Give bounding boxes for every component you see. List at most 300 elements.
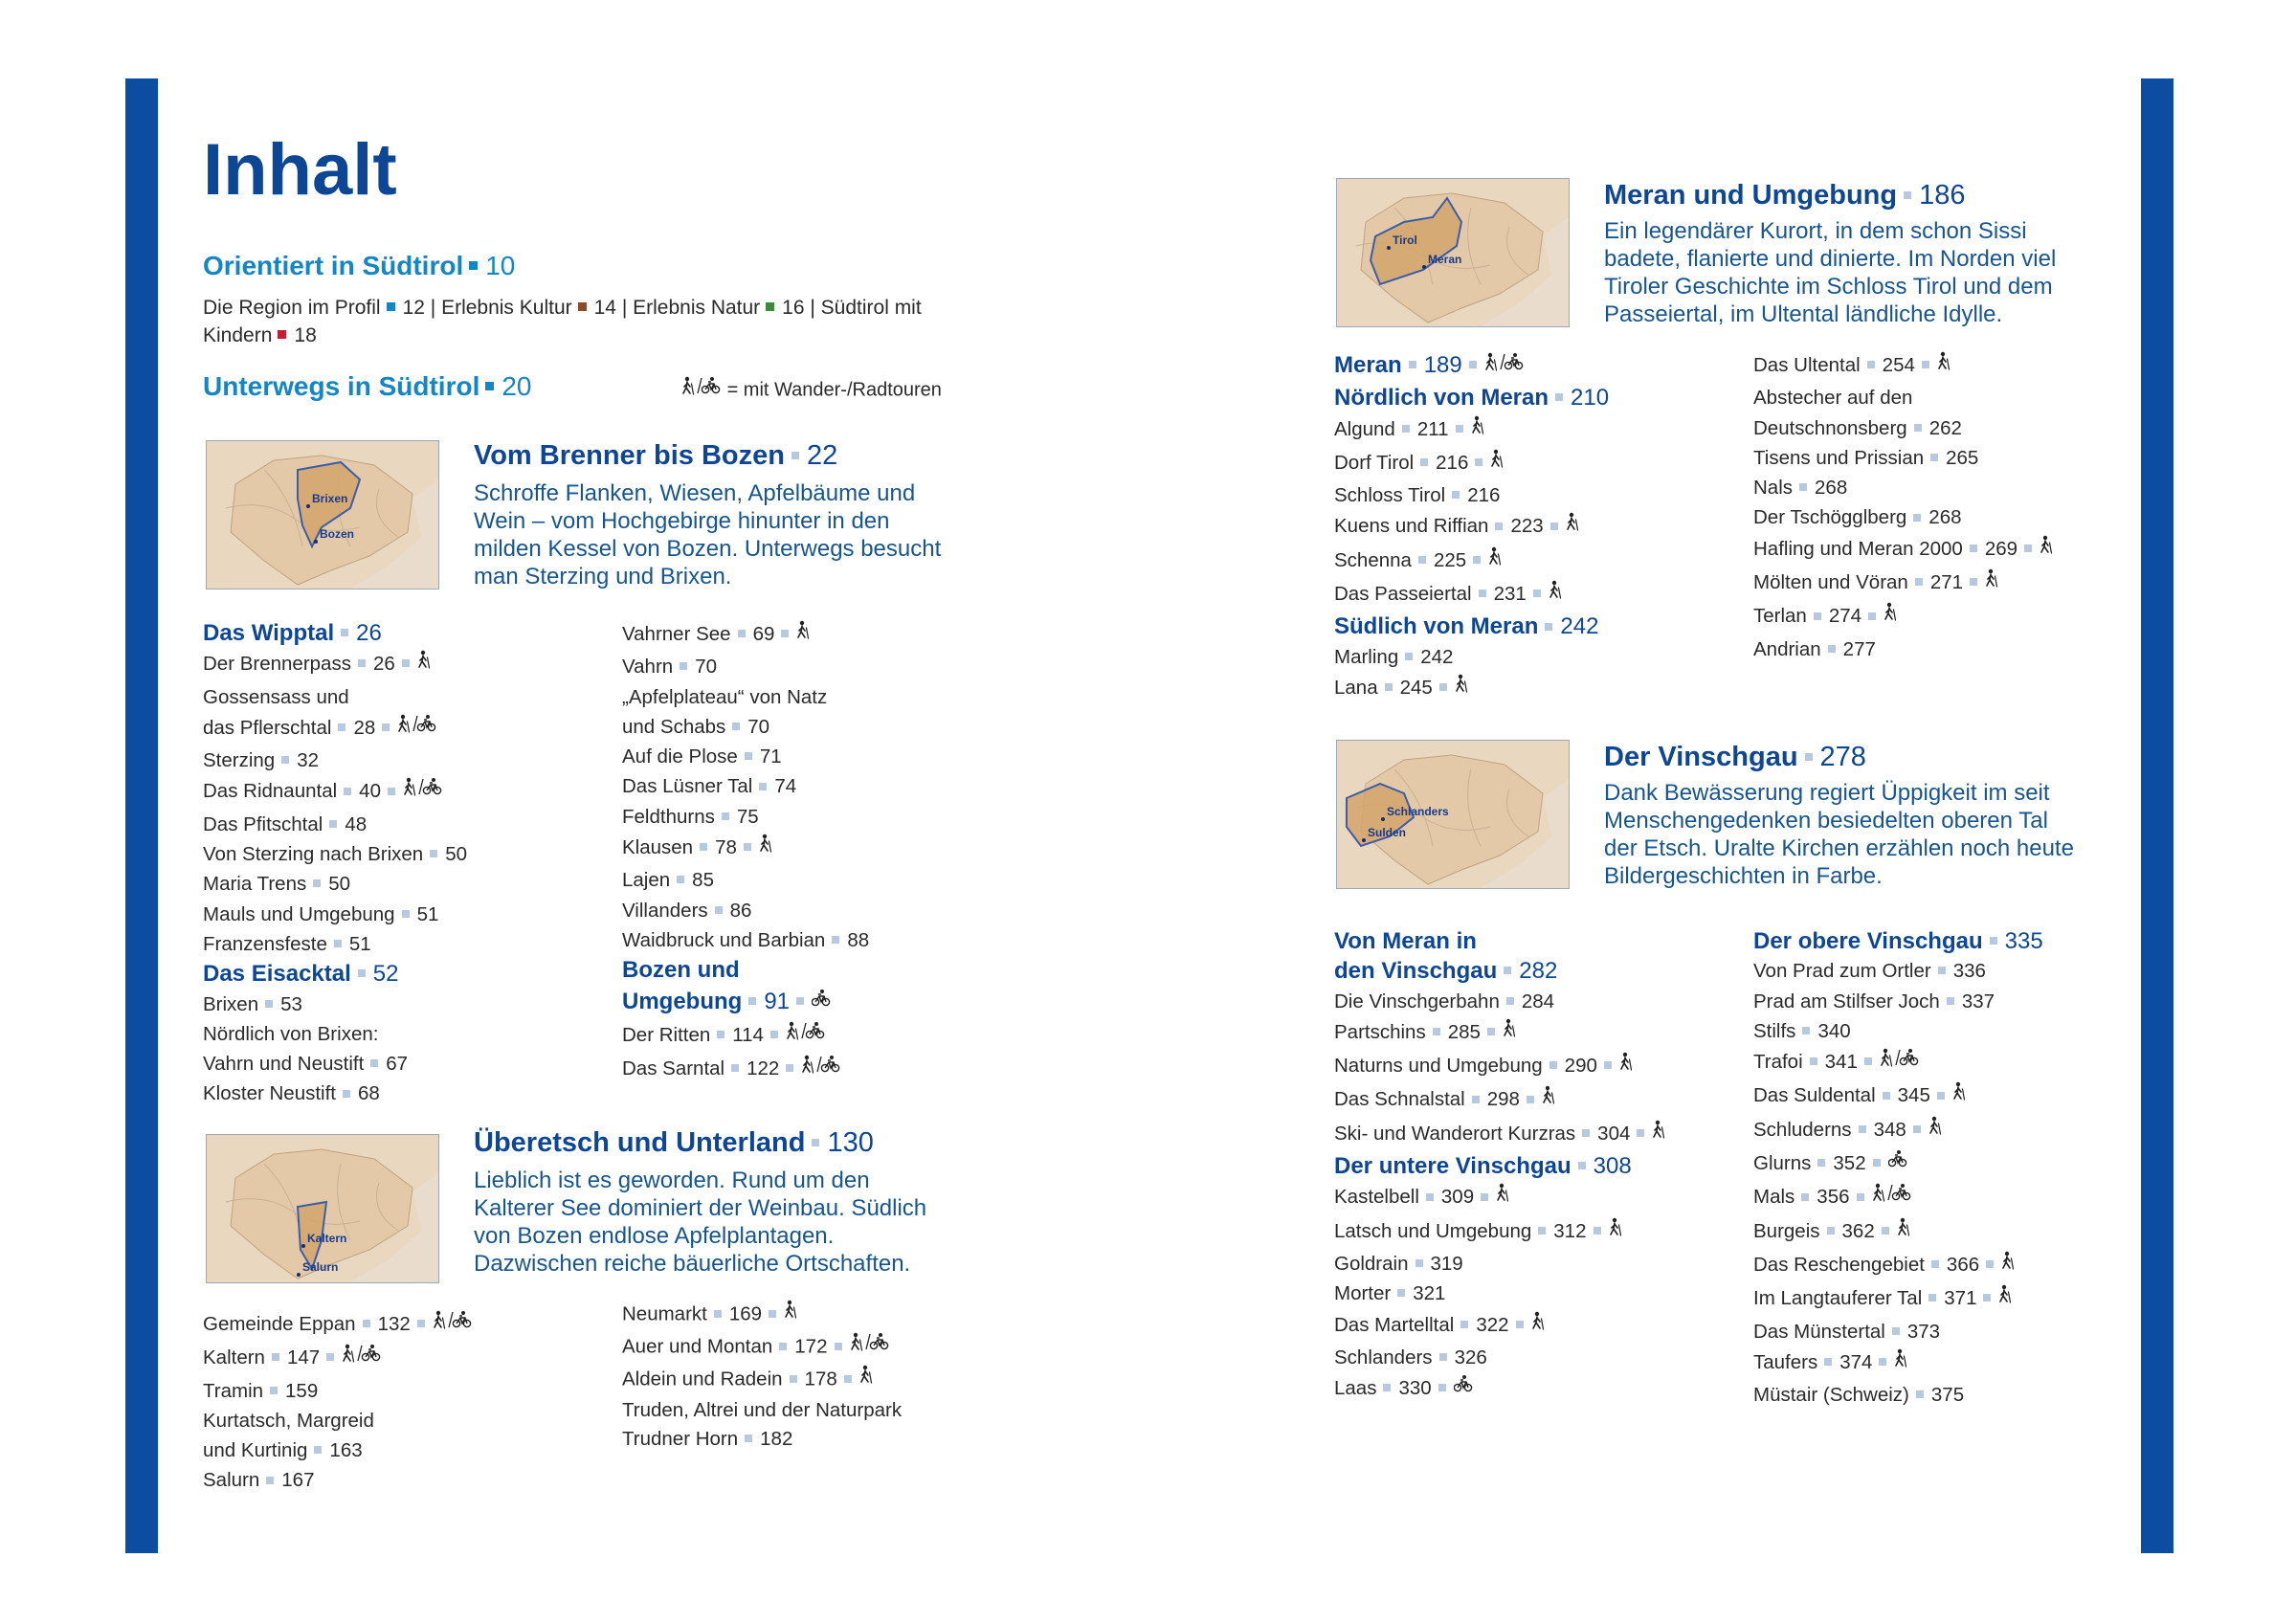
- toc-entry-page: 268: [1928, 506, 1962, 529]
- toc-entry-page: 48: [345, 812, 368, 835]
- toc-entry-label: Burgeis: [1753, 1219, 1820, 1242]
- toc-entry-label: Gemeinde Eppan: [203, 1313, 356, 1336]
- toc-entry[interactable]: [1753, 533, 2053, 567]
- toc-entry-page: 159: [285, 1379, 319, 1402]
- toc-entry[interactable]: [1334, 578, 1609, 612]
- toc-entry[interactable]: [203, 682, 467, 712]
- toc-entry-label: Feldthurns: [622, 805, 715, 828]
- hike-bike-icon: [1484, 349, 1525, 379]
- map-dot: [314, 540, 318, 544]
- toc-entry-label: Kloster Neustift: [203, 1082, 336, 1105]
- toc-entry-label: Stilfs: [1753, 1019, 1796, 1042]
- toc-entry-label: Der Ritten: [622, 1023, 711, 1046]
- toc-entry-label: Vahrn: [622, 656, 674, 679]
- toc-entry[interactable]: [1334, 1215, 1665, 1249]
- toc-entry-label: Die Vinschgerbahn: [1334, 990, 1500, 1012]
- toc-entry[interactable]: [1334, 672, 1609, 705]
- toc-entry[interactable]: [622, 742, 869, 771]
- separator-square: [272, 1353, 279, 1361]
- toc-entry-label: Vahrner See: [622, 623, 731, 646]
- separator-square: [832, 936, 839, 944]
- toc-entry[interactable]: [1334, 545, 1609, 578]
- separator-square: [1479, 590, 1486, 597]
- intro-divider: |: [424, 297, 442, 319]
- separator-square: [1456, 425, 1463, 433]
- section-desc-line: von Bozen endlose Apfelplantagen.: [474, 1223, 835, 1249]
- separator-square: [358, 659, 366, 667]
- toc-entry-page: 269: [1984, 537, 2018, 560]
- map-dot: [1387, 246, 1391, 250]
- hike-bike-icon: [1880, 1046, 1920, 1076]
- hike-icon: [1884, 600, 1897, 630]
- toc-entry[interactable]: [203, 839, 467, 869]
- map-dot: [1362, 838, 1366, 842]
- toc-entry-label: Von Sterzing nach Brixen: [203, 843, 424, 866]
- toc-entry[interactable]: [203, 990, 467, 1019]
- toc-entry-label: Franzensfeste: [203, 932, 327, 955]
- separator-square: [779, 1343, 787, 1350]
- toc-entry-page: 285: [1447, 1020, 1481, 1043]
- separator-square: [1873, 1159, 1881, 1167]
- toc-entry[interactable]: [203, 1049, 467, 1079]
- separator-square: [1915, 578, 1923, 586]
- toc-entry-label: Partschins: [1334, 1020, 1426, 1043]
- toc-entry[interactable]: [622, 1425, 902, 1454]
- toc-entry[interactable]: [1334, 510, 1609, 544]
- separator-square: [1487, 1028, 1495, 1035]
- toc-entry[interactable]: [622, 652, 869, 681]
- toc-entry[interactable]: [203, 869, 467, 899]
- toc-entry[interactable]: [203, 648, 467, 681]
- separator-square: [781, 630, 789, 637]
- toc-entry-page: 132: [377, 1313, 411, 1336]
- separator-square: [1439, 683, 1447, 691]
- toc-entry-page: 51: [416, 902, 439, 925]
- intro-marker: [578, 302, 587, 311]
- toc-entry[interactable]: [622, 1396, 902, 1425]
- hike-icon: [1490, 447, 1504, 477]
- map-dot: [301, 1244, 305, 1248]
- toc-entry-label: Lana: [1334, 677, 1378, 700]
- toc-entry-label: und Schabs: [622, 715, 726, 738]
- separator-square: [358, 969, 366, 977]
- toc-entry-label: Klausen: [622, 836, 694, 859]
- toc-entry-page: 362: [1841, 1219, 1875, 1242]
- intro-divider: |: [804, 297, 821, 319]
- toc-entry[interactable]: [203, 810, 467, 839]
- separator-square: [1472, 1096, 1480, 1103]
- separator-square: [1452, 491, 1460, 499]
- toc-entry[interactable]: [1753, 1346, 2043, 1380]
- toc-entry[interactable]: [203, 745, 467, 775]
- separator-square: [1970, 545, 1977, 552]
- toc-entry[interactable]: [1753, 634, 2053, 664]
- toc-entry[interactable]: [622, 1299, 902, 1331]
- separator-square: [1439, 1353, 1447, 1361]
- toc-entry-label: Das Reschengebiet: [1753, 1254, 1925, 1277]
- separator-square: [341, 629, 348, 636]
- separator-square: [1859, 1125, 1866, 1133]
- toc-entry[interactable]: [1753, 1147, 2043, 1181]
- toc-entry-page: 309: [1440, 1186, 1475, 1209]
- toc-entry-label: Auer und Montan: [622, 1335, 773, 1358]
- section-title-brenner: Vom Brenner bis Bozen 22: [474, 440, 838, 471]
- toc-entry[interactable]: [622, 925, 869, 955]
- toc-entry[interactable]: [203, 1435, 473, 1465]
- separator-square: [1533, 590, 1541, 597]
- map-brenner: [206, 440, 439, 590]
- toc-entry[interactable]: [1753, 1317, 2043, 1346]
- toc-entry-page: 341: [1824, 1051, 1858, 1074]
- toc-entry-page: 326: [1454, 1346, 1487, 1368]
- separator-square: [329, 820, 337, 828]
- toc-entry-label: Das Lüsner Tal: [622, 775, 753, 798]
- separator-square: [265, 1000, 273, 1008]
- separator-square: [1516, 1321, 1524, 1328]
- toc-entry-page: 321: [1413, 1282, 1446, 1305]
- toc-entry-page: 70: [695, 656, 717, 679]
- toc-entry-label: Deutschnonsberg: [1753, 416, 1907, 439]
- toc-entry[interactable]: [203, 1406, 473, 1435]
- toc-entry[interactable]: [1334, 480, 1609, 510]
- toc-entry[interactable]: [1334, 1050, 1665, 1083]
- separator-square: [1409, 361, 1416, 368]
- hike-icon: [1928, 1114, 1942, 1144]
- toc-entry[interactable]: [1753, 1114, 2043, 1147]
- toc-entry-label: Goldrain: [1334, 1252, 1409, 1275]
- toc-entry-page: 322: [1476, 1313, 1509, 1336]
- hike-icon: [859, 1364, 873, 1392]
- toc-entry[interactable]: [1334, 1181, 1665, 1214]
- toc-entry-page: 352: [1833, 1152, 1866, 1175]
- orientiert-intro: [203, 294, 969, 349]
- toc-entry-label: Bozen und: [622, 957, 740, 984]
- section-desc-line: Menschengedenken besiedelten oberen Tal: [1604, 808, 2048, 834]
- intro-item-page: 12: [402, 297, 425, 319]
- left-edge-bar: [125, 78, 158, 1553]
- intro-item-page: 16: [782, 297, 805, 319]
- toc-entry-label: das Pflerschtal: [203, 716, 332, 739]
- toc-entry[interactable]: [622, 712, 869, 742]
- toc-entry[interactable]: [622, 1364, 902, 1396]
- separator-square: [1883, 1092, 1890, 1100]
- toc-entry[interactable]: [1334, 1343, 1665, 1372]
- toc-entry[interactable]: [622, 896, 869, 925]
- toc-entry-page: 114: [732, 1023, 764, 1046]
- toc-entry[interactable]: [203, 1342, 473, 1375]
- separator-square: [1506, 997, 1514, 1005]
- toc-entry[interactable]: [1753, 1181, 2043, 1214]
- hike-icon: [1503, 1016, 1516, 1046]
- toc-entry-page: 223: [1510, 515, 1544, 538]
- separator-square: [1433, 1028, 1440, 1035]
- section-desc-line: Tiroler Geschichte im Schloss Tirol und dem: [1604, 274, 2053, 300]
- subsection-heading[interactable]: [622, 955, 869, 985]
- toc-entry[interactable]: [1334, 1083, 1665, 1117]
- separator-square: [1578, 1162, 1586, 1169]
- toc-entry[interactable]: [203, 1308, 473, 1342]
- toc-entry[interactable]: [1753, 1016, 2043, 1046]
- toc-entry-label: Terlan: [1753, 605, 1807, 628]
- toc-entry-label: Naturns und Umgebung: [1334, 1055, 1543, 1078]
- toc-entry[interactable]: [203, 900, 467, 929]
- toc-entry-label: Schluderns: [1753, 1118, 1852, 1141]
- separator-square: [1604, 1061, 1612, 1069]
- intro-item-label: Südtirol mit: [820, 297, 922, 319]
- separator-square: [417, 1320, 425, 1327]
- hike-icon: [1937, 349, 1950, 379]
- hike-icon: [796, 618, 810, 648]
- separator-square: [1914, 424, 1922, 432]
- separator-square: [1469, 361, 1477, 368]
- toc-entry-label: Das Pfitschtal: [203, 812, 323, 835]
- toc-entry[interactable]: [1753, 1249, 2043, 1282]
- toc-entry[interactable]: [1334, 1372, 1665, 1406]
- hike-bike-icon: [1872, 1181, 1912, 1211]
- map-label: Bozen: [320, 527, 354, 541]
- region-map-svg: [1337, 179, 1569, 326]
- separator-square: [1928, 1294, 1936, 1301]
- separator-square: [1937, 1092, 1945, 1100]
- toc-entry[interactable]: [1753, 443, 2053, 473]
- hike-icon: [1531, 1309, 1545, 1339]
- toc-entry[interactable]: [203, 712, 467, 745]
- subsection-heading[interactable]: [1753, 926, 2043, 956]
- toc-entry[interactable]: [1334, 413, 1609, 447]
- separator-square: [1415, 1259, 1423, 1267]
- hike-bike-icon: [433, 1308, 473, 1338]
- subsection-heading[interactable]: [1334, 383, 1609, 412]
- separator-square: [1801, 1193, 1809, 1201]
- hike-bike-icon: [403, 775, 443, 805]
- toc-entry-page: 75: [736, 805, 759, 828]
- intro-line: [203, 322, 969, 349]
- toc-entry[interactable]: [203, 929, 467, 959]
- toc-entry[interactable]: [622, 1331, 902, 1364]
- separator-square: [281, 756, 289, 764]
- toc-entry[interactable]: [1334, 1279, 1665, 1308]
- subsection-heading[interactable]: [1334, 612, 1609, 641]
- toc-entry-label: „Apfelplateau“ von Natz: [622, 685, 828, 708]
- toc-entry-page: 284: [1521, 990, 1555, 1012]
- toc-entry[interactable]: [1753, 987, 2043, 1016]
- toc-entry[interactable]: [1334, 1309, 1665, 1343]
- list-brenner-col1: [203, 618, 467, 1109]
- toc-entry[interactable]: [1334, 447, 1609, 480]
- toc-entry-label: Lajen: [622, 869, 671, 892]
- toc-entry-page: 274: [1828, 605, 1862, 628]
- toc-entry[interactable]: [1753, 383, 2053, 412]
- section-desc-line: Wein – vom Hochgebirge hinunter in den: [474, 508, 890, 534]
- toc-entry-label: Das Passeiertal: [1334, 583, 1472, 606]
- separator-square: [770, 1031, 778, 1038]
- toc-entry[interactable]: [1753, 1079, 2043, 1113]
- subsection-heading[interactable]: [203, 959, 467, 989]
- unterwegs-heading: Unterwegs in Südtirol 20: [203, 371, 532, 401]
- subsection-heading[interactable]: [622, 986, 869, 1019]
- toc-entry-label: Vahrn und Neustift: [203, 1053, 365, 1076]
- toc-entry-label: Sterzing: [203, 749, 276, 772]
- toc-entry[interactable]: [622, 771, 869, 801]
- list-brenner-col2: [622, 618, 869, 1086]
- toc-entry-page: 345: [1897, 1084, 1930, 1107]
- separator-square: [1892, 1327, 1900, 1335]
- hike-icon: [1455, 672, 1468, 701]
- region-map-svg: [207, 1135, 438, 1282]
- separator-square: [1475, 458, 1482, 466]
- toc-entry[interactable]: [203, 775, 467, 809]
- separator-square: [1857, 1193, 1864, 1201]
- separator-square: [1495, 523, 1503, 530]
- separator-square: [1827, 1227, 1835, 1235]
- toc-entry[interactable]: [1753, 1380, 2043, 1410]
- toc-entry[interactable]: [622, 1053, 869, 1086]
- toc-entry[interactable]: [1334, 1118, 1665, 1151]
- section-desc-line: der Etsch. Uralte Kirchen erzählen noch heute: [1604, 835, 2074, 861]
- separator-square: [1420, 458, 1428, 466]
- separator-square: [1990, 937, 1997, 945]
- toc-entry[interactable]: [1334, 1016, 1665, 1050]
- separator-square: [1868, 612, 1876, 620]
- subsection-heading[interactable]: [1334, 956, 1665, 986]
- toc-entry[interactable]: [1753, 1215, 2043, 1249]
- toc-entry-page: 304: [1597, 1122, 1631, 1145]
- separator-square: [835, 1343, 842, 1350]
- toc-entry[interactable]: [203, 1079, 467, 1108]
- hike-icon: [1542, 1083, 1555, 1113]
- toc-entry-page: 254: [1882, 354, 1915, 377]
- section-desc-line: Ein legendärer Kurort, in dem schon Sissi: [1604, 218, 2027, 244]
- hike-icon: [1549, 578, 1562, 608]
- toc-entry[interactable]: [1753, 413, 2053, 443]
- separator-square: [363, 1320, 370, 1327]
- toc-entry[interactable]: [1753, 502, 2053, 532]
- toc-entry-label: Aldein und Radein: [622, 1368, 783, 1390]
- toc-entry-page: 298: [1486, 1088, 1520, 1111]
- section-desc-meran: [1604, 217, 2056, 328]
- toc-entry-label: Umgebung: [622, 988, 743, 1014]
- toc-entry-page: 348: [1873, 1118, 1906, 1141]
- toc-entry-label: den Vinschgau: [1334, 958, 1498, 985]
- subsection-heading[interactable]: [1334, 926, 1665, 956]
- separator-square: [370, 1059, 378, 1067]
- toc-entry[interactable]: [1334, 987, 1665, 1016]
- toc-entry[interactable]: [1334, 642, 1609, 672]
- separator-square: [731, 1064, 739, 1072]
- section-desc-ueberetsch: [474, 1167, 926, 1278]
- map-label: Kaltern: [307, 1232, 347, 1245]
- toc-entry[interactable]: [1753, 956, 2043, 986]
- toc-entry-page: 26: [356, 620, 382, 646]
- toc-entry-label: Laas: [1334, 1377, 1377, 1400]
- toc-entry[interactable]: [1753, 473, 2053, 502]
- toc-entry-label: Schlanders: [1334, 1346, 1433, 1368]
- separator-square: [1582, 1129, 1590, 1137]
- toc-entry[interactable]: [203, 1465, 473, 1495]
- hike-icon: [1496, 1181, 1509, 1211]
- toc-entry[interactable]: [203, 1019, 467, 1049]
- separator-square: [1555, 393, 1563, 401]
- toc-entry-page: 231: [1493, 583, 1527, 606]
- toc-entry-label: Der Tschögglberg: [1753, 506, 1907, 529]
- toc-entry[interactable]: [622, 865, 869, 895]
- toc-entry-label: Mauls und Umgebung: [203, 902, 395, 925]
- hike-icon: [417, 648, 431, 678]
- toc-entry[interactable]: [1334, 1249, 1665, 1279]
- section-desc-line: Dazwischen reiche bäuerliche Ortschaften.: [474, 1251, 911, 1277]
- separator-square: [1481, 1193, 1488, 1201]
- toc-entry[interactable]: [622, 802, 869, 832]
- subsection-heading[interactable]: [1334, 1151, 1665, 1181]
- toc-entry-page: 242: [1420, 645, 1454, 668]
- separator-square: [2024, 545, 2032, 552]
- subsection-heading[interactable]: [1334, 349, 1609, 383]
- toc-entry-page: 85: [692, 869, 714, 892]
- toc-entry[interactable]: [1753, 600, 2053, 634]
- toc-entry-label: Trudner Horn: [622, 1428, 739, 1450]
- separator-square: [738, 630, 746, 637]
- hike-icon: [1619, 1050, 1633, 1079]
- toc-entry-label: Im Langtauferer Tal: [1753, 1287, 1923, 1310]
- hike-icon: [1566, 510, 1579, 540]
- toc-entry[interactable]: [1753, 567, 2053, 600]
- toc-entry[interactable]: [1753, 1282, 2043, 1316]
- toc-entry-page: 50: [445, 843, 468, 866]
- toc-entry-label: Brixen: [203, 992, 259, 1015]
- toc-entry[interactable]: [622, 618, 869, 652]
- separator-square: [1527, 1096, 1534, 1103]
- separator-square: [334, 940, 342, 947]
- toc-entry[interactable]: [1753, 1046, 2043, 1079]
- toc-entry-label: Das Eisacktal: [203, 961, 351, 988]
- separator-square: [1828, 645, 1836, 653]
- toc-entry-label: Der untere Vinschgau: [1334, 1153, 1572, 1180]
- toc-entry[interactable]: [622, 832, 869, 865]
- toc-entry-label: Salurn: [203, 1469, 260, 1492]
- toc-entry-label: Das Münstertal: [1753, 1320, 1885, 1343]
- separator-square: [1864, 1057, 1872, 1065]
- separator-square: [1882, 1227, 1889, 1235]
- toc-entry-label: Das Martelltal: [1334, 1313, 1455, 1336]
- separator-square: [759, 783, 767, 790]
- map-dot: [306, 504, 310, 508]
- separator-square: [1538, 1227, 1546, 1235]
- toc-entry[interactable]: [622, 682, 869, 712]
- toc-entry-page: 375: [1930, 1384, 1965, 1407]
- hike-icon: [1897, 1215, 1910, 1245]
- separator-square: [1986, 1260, 1994, 1268]
- toc-entry-page: 167: [281, 1469, 315, 1492]
- separator-square: [1814, 612, 1821, 620]
- toc-entry-label: Das Ridnauntal: [203, 780, 338, 803]
- region-map-svg: [1337, 741, 1569, 888]
- subsection-heading[interactable]: [203, 618, 467, 648]
- toc-entry-label: Kaltern: [203, 1346, 265, 1369]
- toc-entry-page: 373: [1906, 1320, 1941, 1343]
- toc-entry[interactable]: [203, 1376, 473, 1406]
- toc-entry-page: 122: [747, 1057, 780, 1080]
- hike-bike-icon: [397, 712, 437, 742]
- hike-icon: [784, 1299, 797, 1327]
- section-desc-line: Schroffe Flanken, Wiesen, Apfelbäume und: [474, 480, 916, 506]
- list-ueberetsch-col1: [203, 1308, 473, 1496]
- toc-entry-label: Mölten und Vöran: [1753, 571, 1908, 594]
- separator-square: [1383, 1384, 1391, 1391]
- toc-entry[interactable]: [622, 1019, 869, 1053]
- toc-entry[interactable]: [1753, 349, 2053, 383]
- separator-square: [1938, 967, 1946, 974]
- separator-square: [326, 1353, 334, 1361]
